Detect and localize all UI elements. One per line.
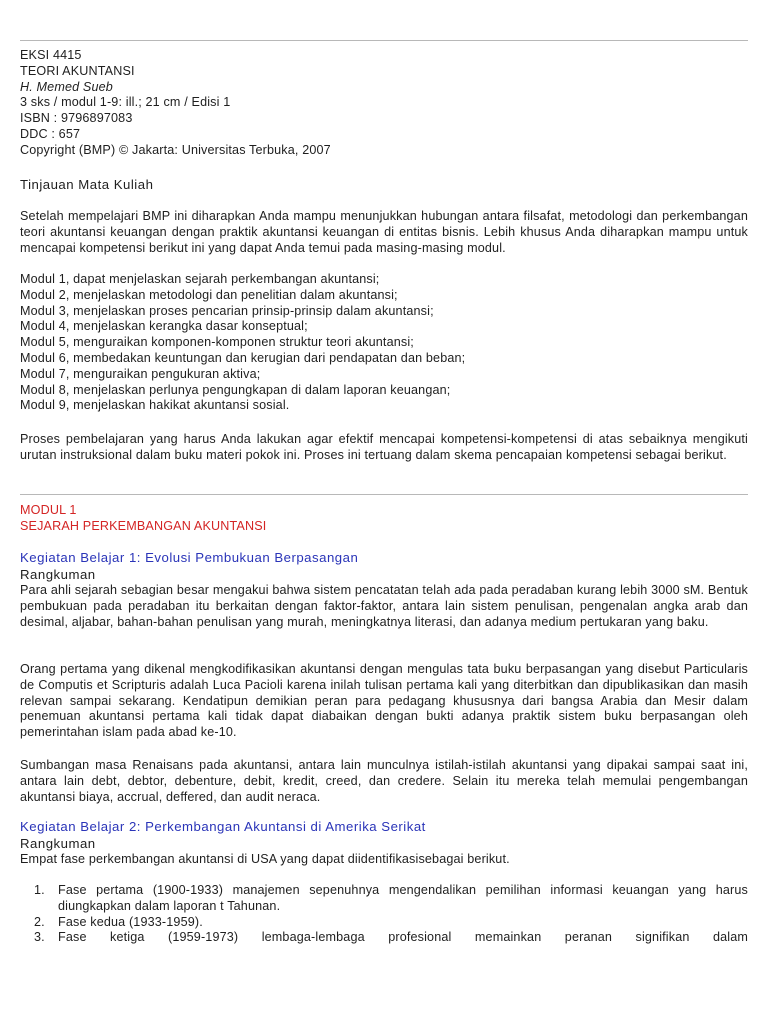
- overview-intro: Setelah mempelajari BMP ini diharapkan Anda mampu menunjukkan hubungan antara filsafat, metodologi dan perkembangan teori akuntansi keuangan dengan praktik akuntansi keuangan di entitas bisnis. Lebih khusus Anda diharapkan mampu untuk mencapai kompetensi berikut ini yang dapat Anda temui pada masing-masing modul.: [20, 209, 748, 255]
- list-item-number: 1.: [34, 883, 45, 897]
- top-divider: [20, 40, 748, 41]
- module-competency-list: [20, 272, 748, 414]
- list-item: [20, 915, 748, 931]
- section-divider: [20, 494, 748, 495]
- module-heading: [20, 503, 748, 535]
- module-competency-item: Modul 3, menjelaskan proses pencarian prinsip-prinsip dalam akuntansi;: [20, 303, 434, 318]
- list-item-text: Fase ketiga (1959-1973) lembaga-lembaga profesional memainkan peranan signifikan dalam: [58, 930, 748, 945]
- book-metadata: [20, 48, 748, 159]
- list-item: [20, 930, 748, 946]
- process-paragraph: Proses pembelajaran yang harus Anda lakukan agar efektif mencapai kompetensi-kompetensi di atas sebaiknya mengikuti urutan instruksional dalam buku materi pokok ini. Proses ini tertuang dalam skema pencapaian kompetensi sebagai berikut.: [20, 432, 748, 462]
- book-copyright: Copyright (BMP) © Jakarta: Universitas Terbuka, 2007: [20, 142, 331, 157]
- module-competency-item: Modul 8, menjelaskan perlunya pengungkapan di dalam laporan keuangan;: [20, 382, 451, 397]
- kb2-summary-label: Rangkuman: [20, 836, 96, 851]
- module-competency-item: Modul 7, menguraikan pengukuran aktiva;: [20, 366, 261, 381]
- list-item: [20, 883, 748, 915]
- list-item-text: Fase kedua (1933-1959).: [58, 914, 203, 929]
- phase-list: [20, 883, 748, 946]
- list-item-text: Fase pertama (1900-1933) manajemen sepenuhnya mengendalikan pemilihan informasi keuangan yang harus diungkapkan dalam laporan t Tahunan.: [58, 883, 748, 913]
- module-competency-item: Modul 6, membedakan keuntungan dan kerugian dari pendapatan dan beban;: [20, 350, 466, 365]
- kb1-paragraph-2: Orang pertama yang dikenal mengkodifikasikan akuntansi dengan mengulas tata buku berpasangan yang disebut Particularis de Computis et Scripturis adalah Luca Pacioli karena inilah tulisan pertama kali yang diterbitkan dan dipublikasikan dan masih relevan sampai sekarang. Kendatipun demikian peran para pedagang khususnya dari bangsa Arabia dan Mesir dalam penemuan akuntansi pertama kali tidak dapat diabaikan dengan bukti adanya praktik sistem buku berpasangan oleh pemerintahan islam pada abad ke-10.: [20, 662, 748, 740]
- kb1-paragraph-1: Para ahli sejarah sebagian besar mengakui bahwa sistem pencatatan telah ada pada peradaban kurang lebih 3000 sM. Bentuk pembukuan pada peradaban itu berkaitan dengan faktor-faktor, antara lain sistem penulisan, pengenalan angka arab dan desimal, aljabar, bahan-bahan penulisan yang murah, meningkatnya literasi, dan adanya medium pertukaran yang baku.: [20, 583, 748, 629]
- kb2-title: Kegiatan Belajar 2: Perkembangan Akuntansi di Amerika Serikat: [20, 819, 426, 834]
- book-isbn: ISBN : 9796897083: [20, 111, 133, 126]
- list-item-number: 2.: [34, 914, 45, 929]
- module-competency-item: Modul 4, menjelaskan kerangka dasar konseptual;: [20, 319, 308, 334]
- book-title: TEORI AKUNTANSI: [20, 63, 135, 78]
- kb2-intro: Empat fase perkembangan akuntansi di USA yang dapat diidentifikasisebagai berikut.: [20, 852, 510, 866]
- book-ddc: DDC : 657: [20, 126, 81, 141]
- module-competency-item: Modul 1, dapat menjelaskan sejarah perkembangan akuntansi;: [20, 272, 380, 286]
- kb1-title: Kegiatan Belajar 1: Evolusi Pembukuan Berpasangan: [20, 550, 359, 565]
- book-code: EKSI 4415: [20, 48, 82, 62]
- book-description: 3 sks / modul 1-9: ill.; 21 cm / Edisi 1: [20, 95, 231, 110]
- overview-heading: Tinjauan Mata Kuliah: [20, 177, 154, 192]
- module-title: SEJARAH PERKEMBANGAN AKUNTANSI: [20, 518, 267, 533]
- kb1-paragraph-3: Sumbangan masa Renaisans pada akuntansi, antara lain munculnya istilah-istilah akuntansi yang dipakai sampai saat ini, antara lain debt, debtor, debenture, debit, kredit, creed, dan credere. Selain itu mereka telah memulai pengembangan akuntansi biaya, accrual, deffered, dan audit neraca.: [20, 758, 748, 804]
- module-competency-item: Modul 2, menjelaskan metodologi dan penelitian dalam akuntansi;: [20, 287, 398, 302]
- module-competency-item: Modul 5, menguraikan komponen-komponen struktur teori akuntansi;: [20, 335, 414, 350]
- list-item-number: 3.: [34, 930, 45, 945]
- kb1-summary-label: Rangkuman: [20, 567, 96, 582]
- book-author: H. Memed Sueb: [20, 79, 113, 94]
- module-competency-item: Modul 9, menjelaskan hakikat akuntansi sosial.: [20, 398, 290, 413]
- module-label: MODUL 1: [20, 503, 77, 517]
